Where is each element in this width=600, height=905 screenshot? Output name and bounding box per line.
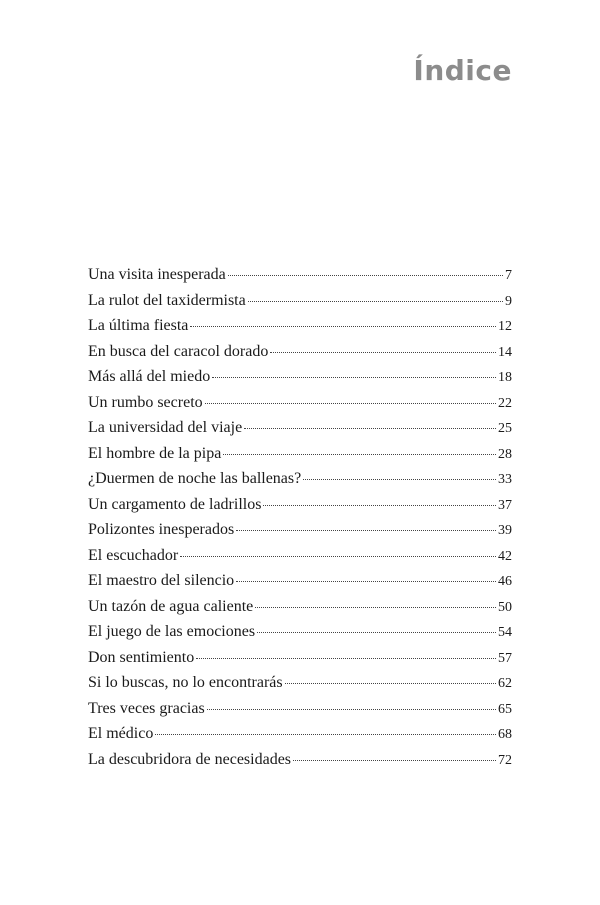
dot-leader <box>207 709 496 710</box>
dot-leader <box>303 479 496 480</box>
toc-entry-title: La universidad del viaje <box>88 419 243 436</box>
dot-leader <box>180 556 496 557</box>
toc-entry-page: 72 <box>498 752 512 768</box>
toc-entry-title: La última fiesta <box>88 317 189 334</box>
toc-entry-title: ¿Duermen de noche las ballenas? <box>88 470 302 487</box>
dot-leader <box>293 760 496 761</box>
toc-entry-title: El escuchador <box>88 546 179 564</box>
toc-entry <box>88 470 512 496</box>
dot-leader <box>255 607 496 608</box>
toc-entry <box>88 598 512 624</box>
toc-entry <box>88 725 512 751</box>
toc-entry <box>88 547 512 573</box>
toc-entry-page: 42 <box>498 548 512 564</box>
toc-entry-title: Si lo buscas, no lo encontrarás <box>88 674 283 691</box>
toc-entry-title: Un tazón de agua caliente <box>88 597 254 615</box>
dot-leader <box>248 301 503 302</box>
toc-entry-page: 50 <box>498 599 512 615</box>
toc-entry <box>88 674 512 700</box>
toc-entry-title: Tres veces gracias <box>88 699 205 717</box>
toc-entry-title: En busca del caracol dorado <box>88 342 269 360</box>
toc-entry-page: 18 <box>498 370 512 385</box>
toc-entry-page: 25 <box>498 421 512 436</box>
toc-entry-title: Polizontes inesperados <box>88 521 235 538</box>
dot-leader <box>236 581 496 582</box>
toc-entry-page: 39 <box>498 523 512 538</box>
dot-leader <box>205 403 496 404</box>
dot-leader <box>155 734 496 735</box>
toc-entry-title: Don sentimiento <box>88 648 195 666</box>
toc-entry <box>88 751 512 777</box>
toc-entry-title: La rulot del taxidermista <box>88 291 246 309</box>
toc-entry-title: Una visita inesperada <box>88 266 226 283</box>
toc-entry-page: 9 <box>505 293 512 309</box>
toc-entry <box>88 292 512 318</box>
dot-leader <box>196 658 496 659</box>
toc-entry-page: 12 <box>498 319 512 334</box>
dot-leader <box>257 632 496 633</box>
toc-entry-title: El médico <box>88 725 154 742</box>
toc-entry <box>88 572 512 598</box>
dot-leader <box>223 454 496 455</box>
toc-entry-page: 54 <box>498 625 512 640</box>
toc-entry-title: El juego de las emociones <box>88 623 256 640</box>
table-of-contents <box>88 266 512 776</box>
toc-entry <box>88 394 512 420</box>
dot-leader <box>236 530 496 531</box>
toc-entry <box>88 521 512 547</box>
toc-entry <box>88 343 512 369</box>
toc-entry-title: La descubridora de necesidades <box>88 750 292 768</box>
page-title: Índice <box>413 54 512 87</box>
toc-entry-page: 62 <box>498 676 512 691</box>
dot-leader <box>263 505 496 506</box>
toc-entry <box>88 419 512 445</box>
dot-leader <box>244 428 496 429</box>
toc-entry-page: 7 <box>505 268 512 283</box>
toc-entry <box>88 700 512 726</box>
dot-leader <box>212 377 496 378</box>
toc-entry-page: 65 <box>498 701 512 717</box>
dot-leader <box>285 683 496 684</box>
toc-entry-title: El maestro del silencio <box>88 572 235 589</box>
toc-entry-page: 33 <box>498 472 512 487</box>
toc-entry <box>88 496 512 522</box>
toc-entry <box>88 445 512 471</box>
toc-entry <box>88 623 512 649</box>
dot-leader <box>190 326 496 327</box>
toc-entry <box>88 266 512 292</box>
toc-entry-page: 37 <box>498 497 512 513</box>
toc-entry-page: 68 <box>498 727 512 742</box>
toc-entry <box>88 649 512 675</box>
toc-entry-title: El hombre de la pipa <box>88 444 222 462</box>
toc-entry-title: Un cargamento de ladrillos <box>88 495 262 513</box>
toc-entry <box>88 317 512 343</box>
toc-entry-page: 14 <box>498 344 512 360</box>
dot-leader <box>228 275 503 276</box>
dot-leader <box>270 352 496 353</box>
toc-entry <box>88 368 512 394</box>
toc-entry-page: 57 <box>498 650 512 666</box>
toc-entry-title: Más allá del miedo <box>88 368 211 385</box>
toc-entry-title: Un rumbo secreto <box>88 393 203 411</box>
toc-entry-page: 28 <box>498 446 512 462</box>
toc-entry-page: 46 <box>498 574 512 589</box>
toc-entry-page: 22 <box>498 395 512 411</box>
